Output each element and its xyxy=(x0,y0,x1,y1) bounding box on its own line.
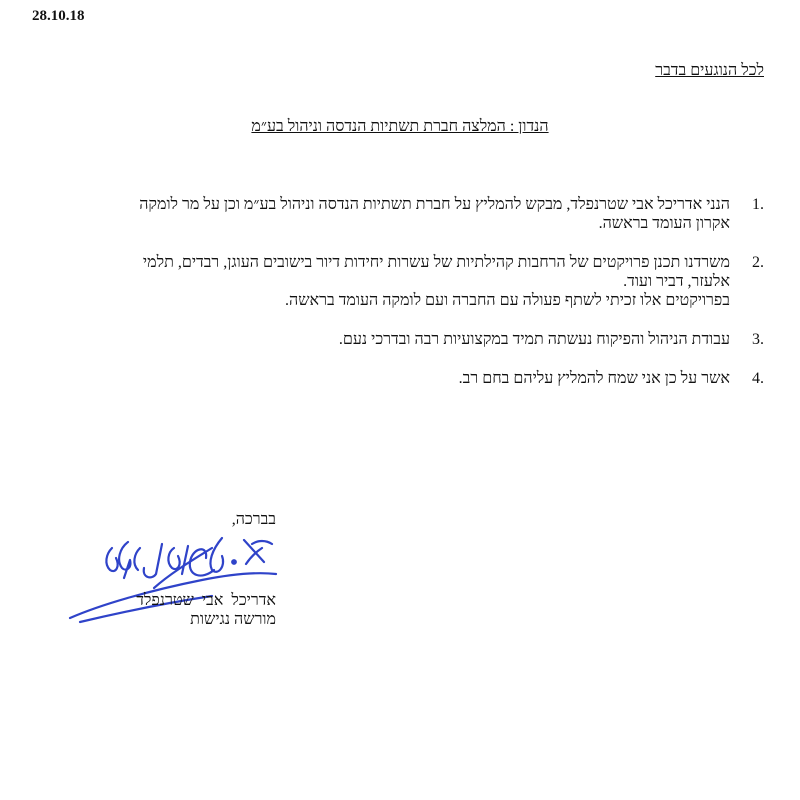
list-item xyxy=(46,330,764,349)
list-item-line: אלעזר, דביר ועוד. xyxy=(623,273,730,290)
list-item-number: 3. xyxy=(752,331,764,348)
letter-body-list xyxy=(46,195,764,408)
list-item-line: עבודת הניהול והפיקוח נעשתה תמיד במקצועיות רבה ובדרכי נעם. xyxy=(338,331,730,348)
list-item-line: בפרויקטים אלו זכיתי לשתף פעולה עם החברה ועם לומקה העומד בראשה. xyxy=(284,292,730,309)
letter-closing: בברכה, xyxy=(231,511,276,528)
signatory-license: מורשה נגישות xyxy=(190,611,276,628)
list-item xyxy=(46,369,764,388)
list-item-line: הנני אדריכל אבי שטרנפלד, מבקש להמליץ על חברת תשתיות הנדסה וניהול בע״מ וכן על מר לומקה xyxy=(139,196,730,213)
list-item-line: אשר על כן אני שמח להמליץ עליהם בחם רב. xyxy=(458,370,730,387)
letter-subject: הנדון : המלצה חברת תשתיות הנדסה וניהול בע״מ xyxy=(251,118,549,135)
list-item xyxy=(46,253,764,310)
letter-date: 28.10.18 xyxy=(32,8,85,24)
list-item-number: 1. xyxy=(752,196,764,213)
list-item xyxy=(46,195,764,233)
letter-addressee: לכל הנוגעים בדבר xyxy=(655,62,764,79)
list-item-line: אקרון העומד בראשה. xyxy=(598,215,730,232)
list-item-line: משרדנו תכנן פרויקטים של הרחבות קהילתיות של עשרות יחידות דיור בישובים העוגן, רבדים, תלמי xyxy=(142,254,730,271)
signatory-name: אדריכל אבי שטרנפלד xyxy=(136,592,276,609)
list-item-number: 4. xyxy=(752,370,764,387)
list-item-number: 2. xyxy=(752,254,764,271)
